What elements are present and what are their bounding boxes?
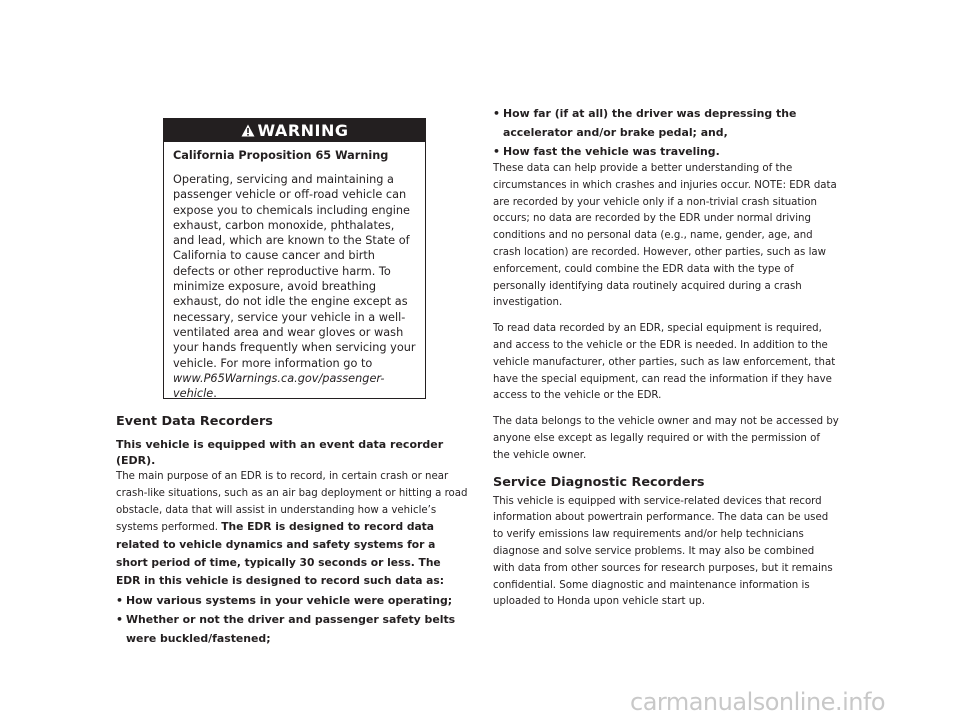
bullet-icon: • [493,107,500,120]
bullet-icon: • [493,145,500,158]
left-column [116,414,468,648]
right-column [493,104,839,611]
bullet-text: How fast the vehicle was traveling. [503,145,720,158]
warning-title: California Proposition 65 Warning [173,149,389,162]
bullet-text: How various systems in your vehicle were operating; [126,593,453,607]
edr-para-3: The data belongs to the vehicle owner and may not be accessed by anyone else except as legally required or with the permission of the vehicle owner. [493,416,839,461]
warning-label: WARNING [257,121,349,140]
edr-intro-bold: The EDR is designed to record data related to vehicle dynamics and safety systems for a short period of time, typically 30 seconds or less. The EDR in this vehicle is designed to record such data as: [116,520,444,587]
list-item [116,610,468,648]
list-item [116,591,468,610]
edr-intro-text: The main purpose of an EDR is to record, in certain crash or near crash-like situations, such as an air bag deployment or hitting a road obstacle, data that will assist in understanding how a vehicle’s systems performed. [116,471,468,534]
warning-end: . [213,387,217,401]
sdr-body: This vehicle is equipped with service-related devices that record information about powertrain performance. The data can be used to verify emissions law requirements and/or help technicians diagnose and solve service problems. It may also be combined with data from other sources for research purposes, but it remains confidential. Some diagnostic and maintenance information is uploaded to Honda upon vehicle start up. [493,495,833,608]
edr-para-2: To read data recorded by an EDR, special equipment is required, and access to the vehicle or the EDR is needed. In addition to the vehicle manufacturer, other parties, such as law enforcement, that have the special equipment, can read the information if they have access to the vehicle or the EDR. [493,323,836,402]
list-item [493,142,839,161]
bullet-text: Whether or not the driver and passenger safety belts were buckled/fastened; [126,612,456,645]
watermark: carmanualsonline.info [630,688,886,716]
p65-link[interactable]: www.P65Warnings.ca.gov/passenger-vehicle [173,371,385,401]
edr-heading: Event Data Recorders [116,414,273,429]
bullet-icon: • [116,593,123,607]
bullet-icon: • [116,612,123,626]
warning-header [164,119,425,142]
edr-para-1: These data can help provide a better understanding of the circumstances in which crashes and injuries occur. NOTE: EDR data are recorded by your vehicle only if a non-trivial crash situation occurs; no data are recorded by the EDR under normal driving conditions and no personal data (e.g., name, gender, age, and crash location) are recorded. However, other parties, such as law enforcement, could combine the EDR data with the type of personally identifying data routinely acquired during a crash investigation. [493,163,837,309]
sdr-heading: Service Diagnostic Recorders [493,474,705,490]
warning-text [173,172,416,401]
bullet-text: How far (if at all) the driver was depressing the accelerator and/or brake pedal; and, [503,107,797,139]
edr-lead: This vehicle is equipped with an event data recorder (EDR). [116,438,444,467]
edr-intro [116,469,468,591]
warning-box [163,118,426,399]
warning-triangle-icon [241,124,255,137]
warning-body-text: Operating, servicing and maintaining a passenger vehicle or off-road vehicle can expose you to chemicals including engine exhaust, carbon monoxide, phthalates, and lead, which are known to the State of California to cause cancer and birth defects or other reproductive harm. To minimize exposure, avoid breathing exhaust, do not idle the engine except as necessary, service your vehicle in a well-ventilated area and wear gloves or wash your hands frequently when servicing your vehicle. For more information go to [173,173,416,370]
list-item [493,104,839,142]
